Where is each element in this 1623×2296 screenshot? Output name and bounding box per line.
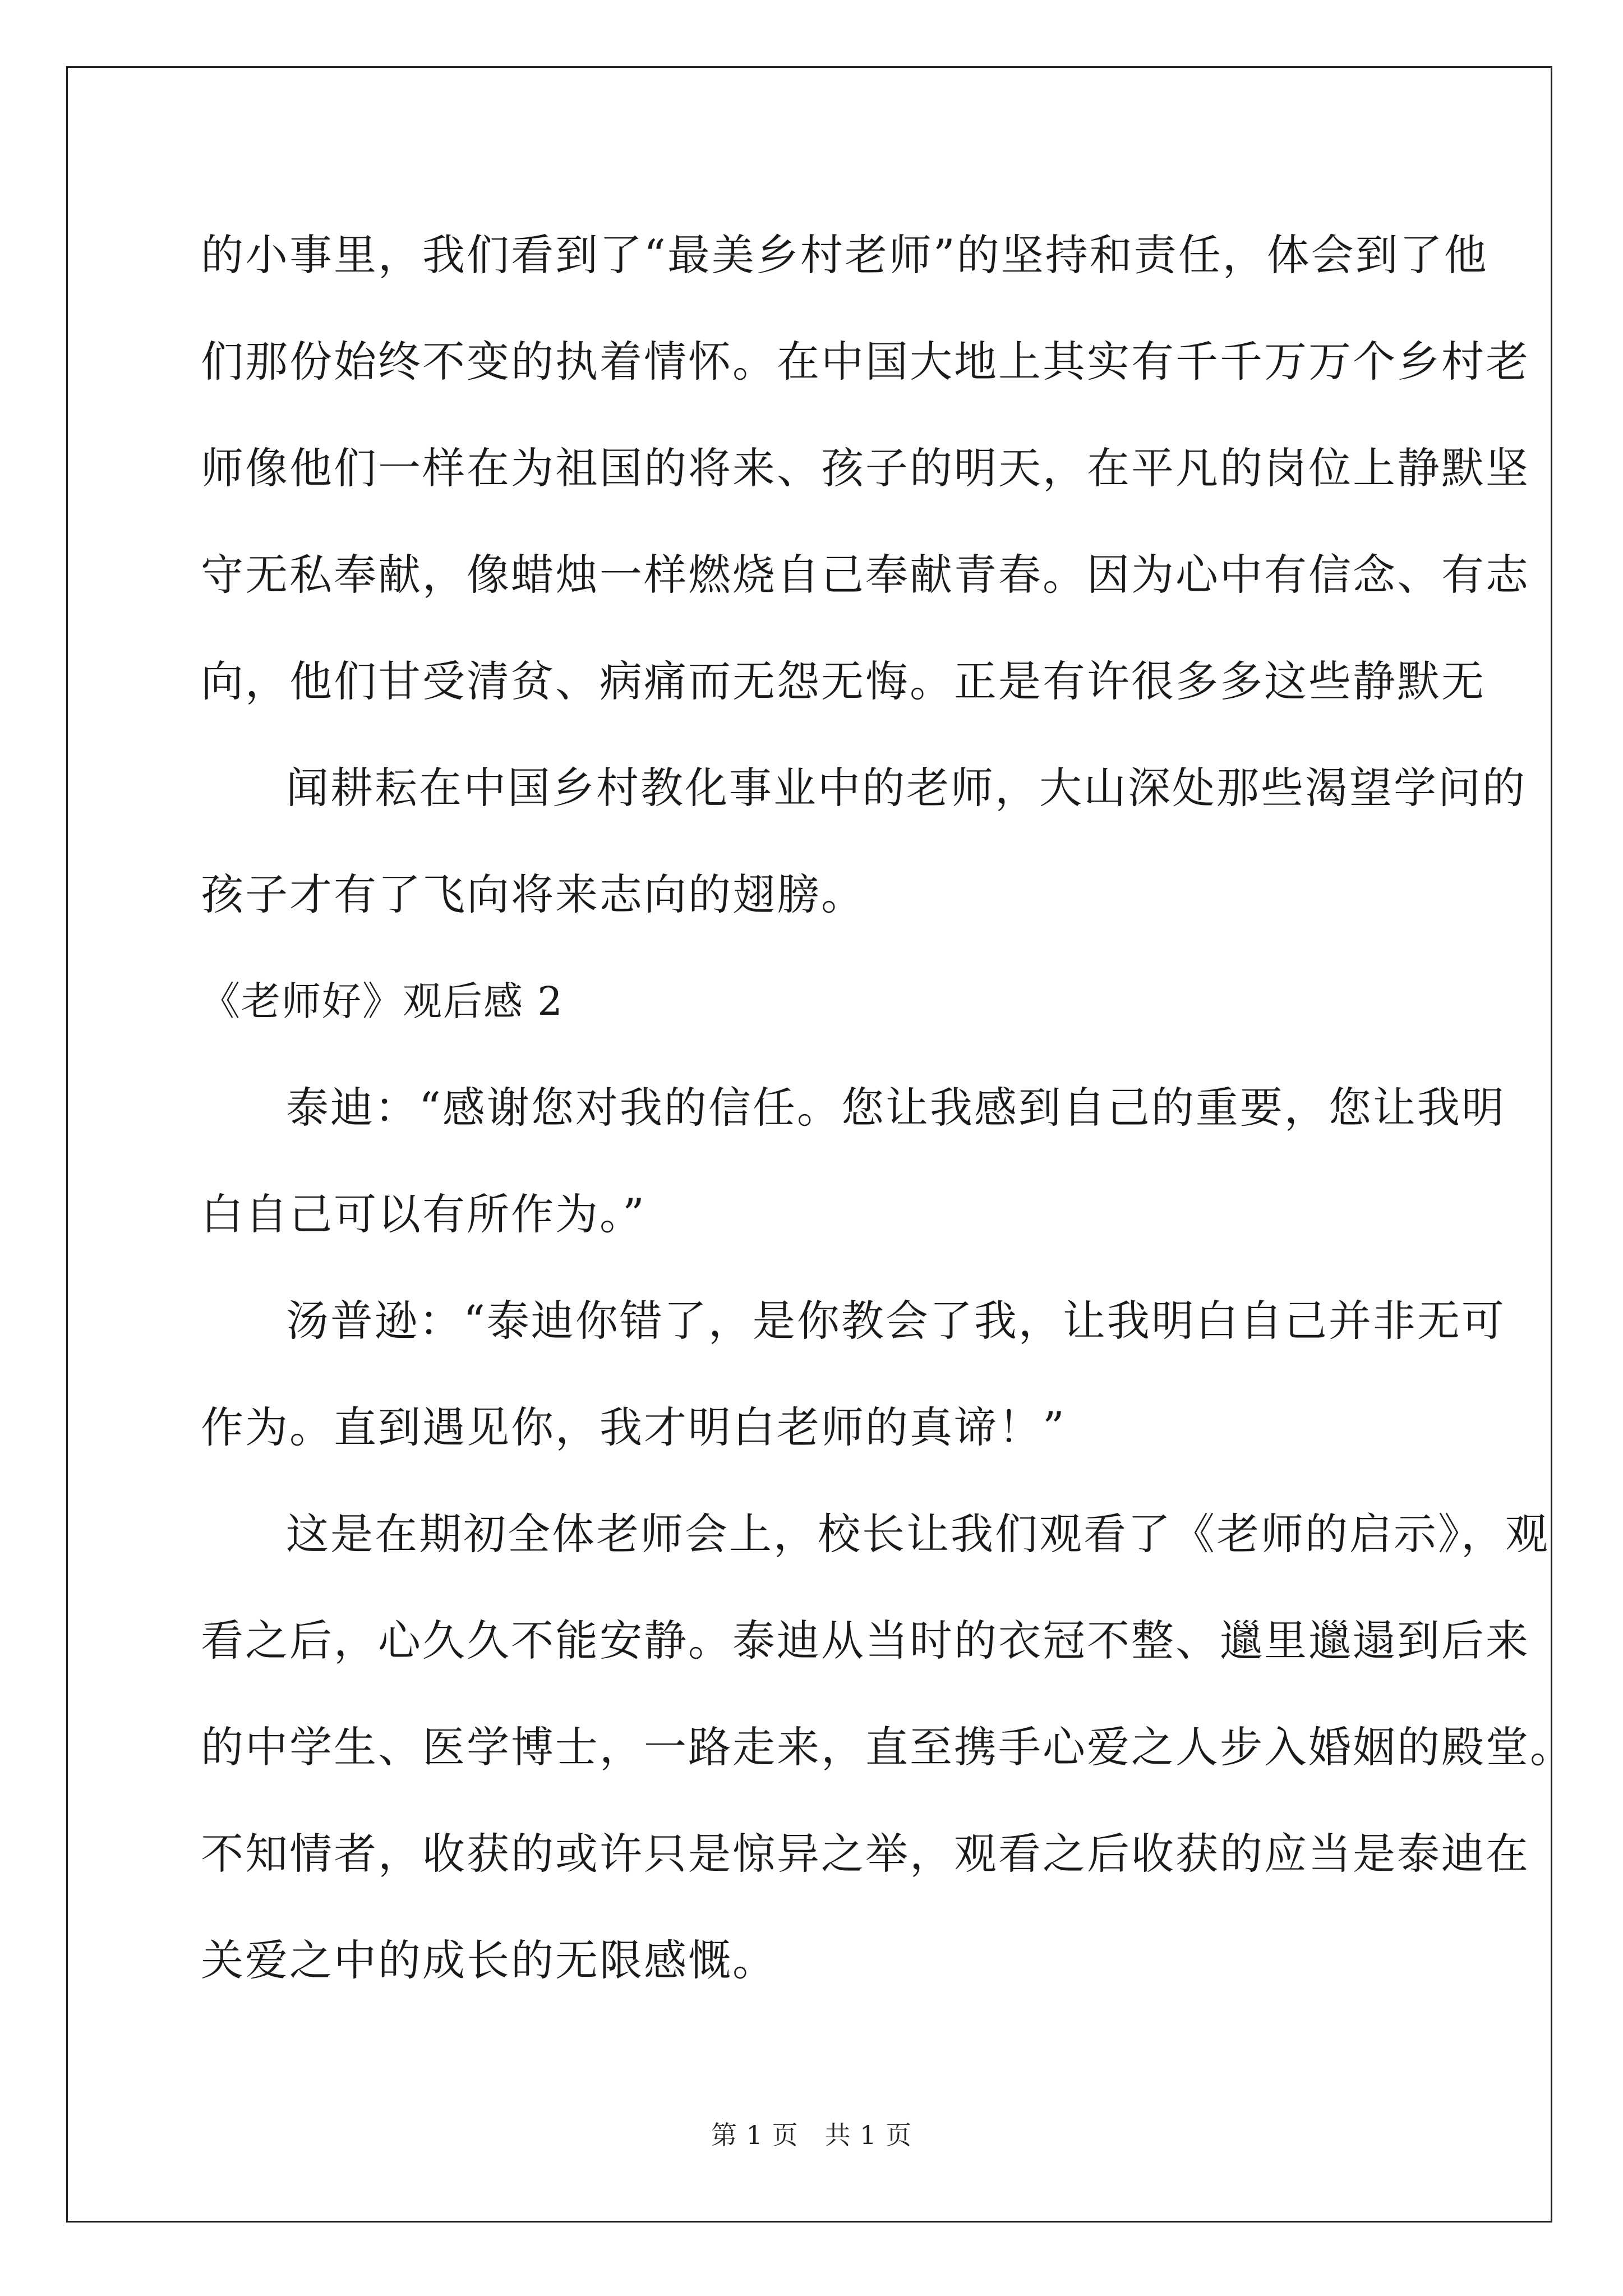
text-line: 的小事里，我们看到了“最美乡村老师”的坚持和责任，体会到了他: [201, 230, 1488, 280]
text-line: 关爱之中的成长的无限感慨。: [201, 1935, 777, 1985]
text-line: 不知情者，收获的或许只是惊异之举，观看之后收获的应当是泰迪在: [201, 1829, 1530, 1879]
paragraph-start-line: 泰迪：“感谢您对我的信任。您让我感到自己的重要，您让我明: [286, 1083, 1506, 1133]
text-line: 师像他们一样在为祖国的将来、孩子的明天，在平凡的岗位上静默坚: [201, 443, 1530, 493]
document-body: [201, 202, 1574, 2014]
text-line: 们那份始终不变的执着情怀。在中国大地上其实有千千万万个乡村老: [201, 337, 1530, 386]
page-number-footer: 第 1 页 共 1 页: [711, 2120, 912, 2150]
paragraph-start-line: 汤普逊：“泰迪你错了，是你教会了我，让我明白自己并非无可: [286, 1296, 1506, 1346]
text-line: 作为。直到遇见你，我才明白老师的真谛！”: [201, 1402, 1066, 1452]
text-line: 孩子才有了飞向将来志向的翅膀。: [201, 869, 865, 919]
text-line: 看之后，心久久不能安静。泰迪从当时的衣冠不整、邋里邋遢到后来: [201, 1616, 1530, 1665]
text-line: 白自己可以有所作为。”: [201, 1189, 646, 1239]
text-line: 守无私奉献，像蜡烛一样燃烧自己奉献青春。因为心中有信念、有志: [201, 550, 1530, 600]
text-line: 的中学生、医学博士，一路走来，直至携手心爱之人步入婚姻的殿堂。: [201, 1722, 1574, 1772]
paragraph-start-line: 这是在期初全体老师会上，校长让我们观看了《老师的启示》，观: [286, 1509, 1550, 1559]
paragraph-start-line: 闻耕耘在中国乡村教化事业中的老师，大山深处那些渴望学问的: [286, 763, 1527, 813]
text-line: 向，他们甘受清贫、病痛而无怨无悔。正是有许很多多这些静默无: [201, 656, 1486, 706]
section-heading: 《老师好》观后感 2: [201, 978, 564, 1024]
